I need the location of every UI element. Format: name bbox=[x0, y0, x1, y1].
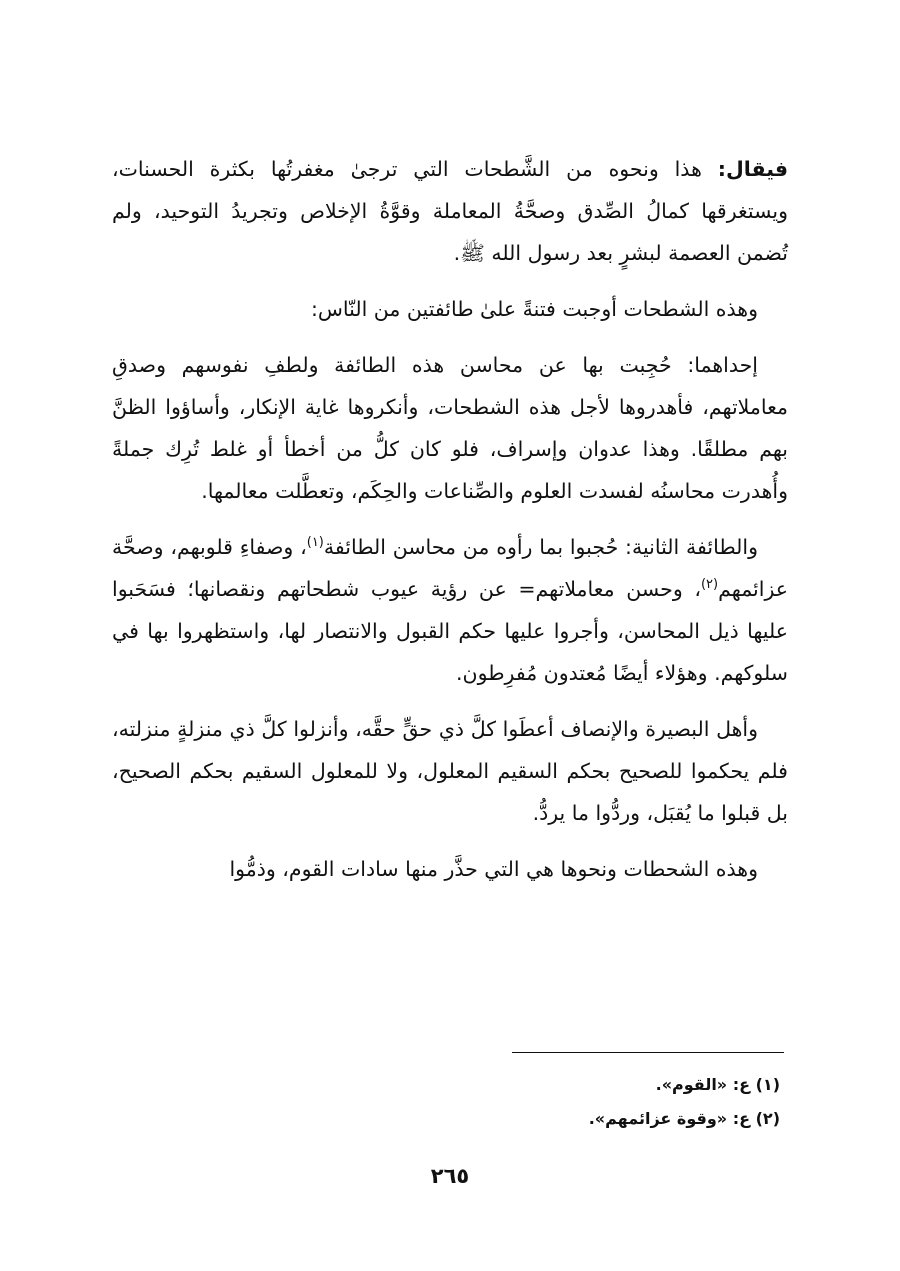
paragraph-4 bbox=[112, 526, 788, 694]
footnote-2: (٢) ع: «وقوة عزائمهم». bbox=[588, 1109, 780, 1128]
footnote-ref-2[interactable]: (٢) bbox=[700, 577, 719, 593]
footnote-divider bbox=[512, 1052, 784, 1053]
main-text bbox=[112, 148, 788, 904]
footnotes bbox=[380, 1068, 780, 1136]
paragraph-3: إحداهما: حُجِبت بها عن محاسن هذه الطائفة ولطفِ نفوسهم وصدقِ معاملاتهم، فأهدروها لأجل هذه الشطحات، وأنكروها غاية الإنكار، وأساؤوا الظنَّ بهم مطلقًا. وهذا عدوان وإسراف، فلو كان كلُّ من أخطأ أو غلط تُرِك جملةً وأُهدرت محاسنُه لفسدت العلوم والصِّناعات والحِكَم، وتعطَّلت معالمها. bbox=[112, 353, 788, 503]
paragraph-lead-word: فيقال: bbox=[717, 157, 788, 181]
paragraph-4-text-a: والطائفة الثانية: حُجبوا بما رأوه من محاسن الطائفة bbox=[323, 535, 758, 559]
paragraph-4-text-c: ، وحسن معاملاتهم= عن رؤية عيوب شطحاتهم ونقصانها؛ فسَحَبوا عليها ذيل المحاسن، وأجروا عليها حكم القبول والانتصار لها، واستظهروا بها في سلوكهم. وهؤلاء أيضًا مُعتدون مُفرِطون. bbox=[112, 577, 788, 685]
paragraph-1-text: هذا ونحوه من الشَّطحات التي ترجىٰ مغفرتُها بكثرة الحسنات، ويستغرقها كمالُ الصِّدق وصحَّةُ المعاملة وقوَّةُ الإخلاص وتجريدُ التوحيد، ولم تُضمن العصمة لبشرٍ بعد رسول الله ﷺ. bbox=[112, 157, 788, 265]
paragraph-4-text-b: ، وصفاءِ قلوبهم، وصحَّة عزائمهم bbox=[112, 535, 788, 601]
paragraph-1 bbox=[112, 148, 788, 274]
footnote-1: (١) ع: «القوم». bbox=[655, 1075, 780, 1094]
page-number: ٢٦٥ bbox=[430, 1164, 470, 1188]
paragraph-2: وهذه الشطحات أوجبت فتنةً علىٰ طائفتين من النّاس: bbox=[310, 297, 758, 321]
paragraph-6: وهذه الشحطات ونحوها هي التي حذَّر منها سادات القوم، وذمُّوا bbox=[229, 857, 758, 881]
footnote-ref-1[interactable]: (١) bbox=[306, 535, 324, 551]
paragraph-5: وأهل البصيرة والإنصاف أعطَوا كلَّ ذي حقٍّ حقَّه، وأنزلوا كلَّ ذي منزلةٍ منزلته، فلم يحكموا للصحيح بحكم السقيم المعلول، ولا للمعلول السقيم بحكم الصحيح، بل قبلوا ما يُقبَل، وردُّوا ما يردُّ. bbox=[112, 717, 788, 825]
